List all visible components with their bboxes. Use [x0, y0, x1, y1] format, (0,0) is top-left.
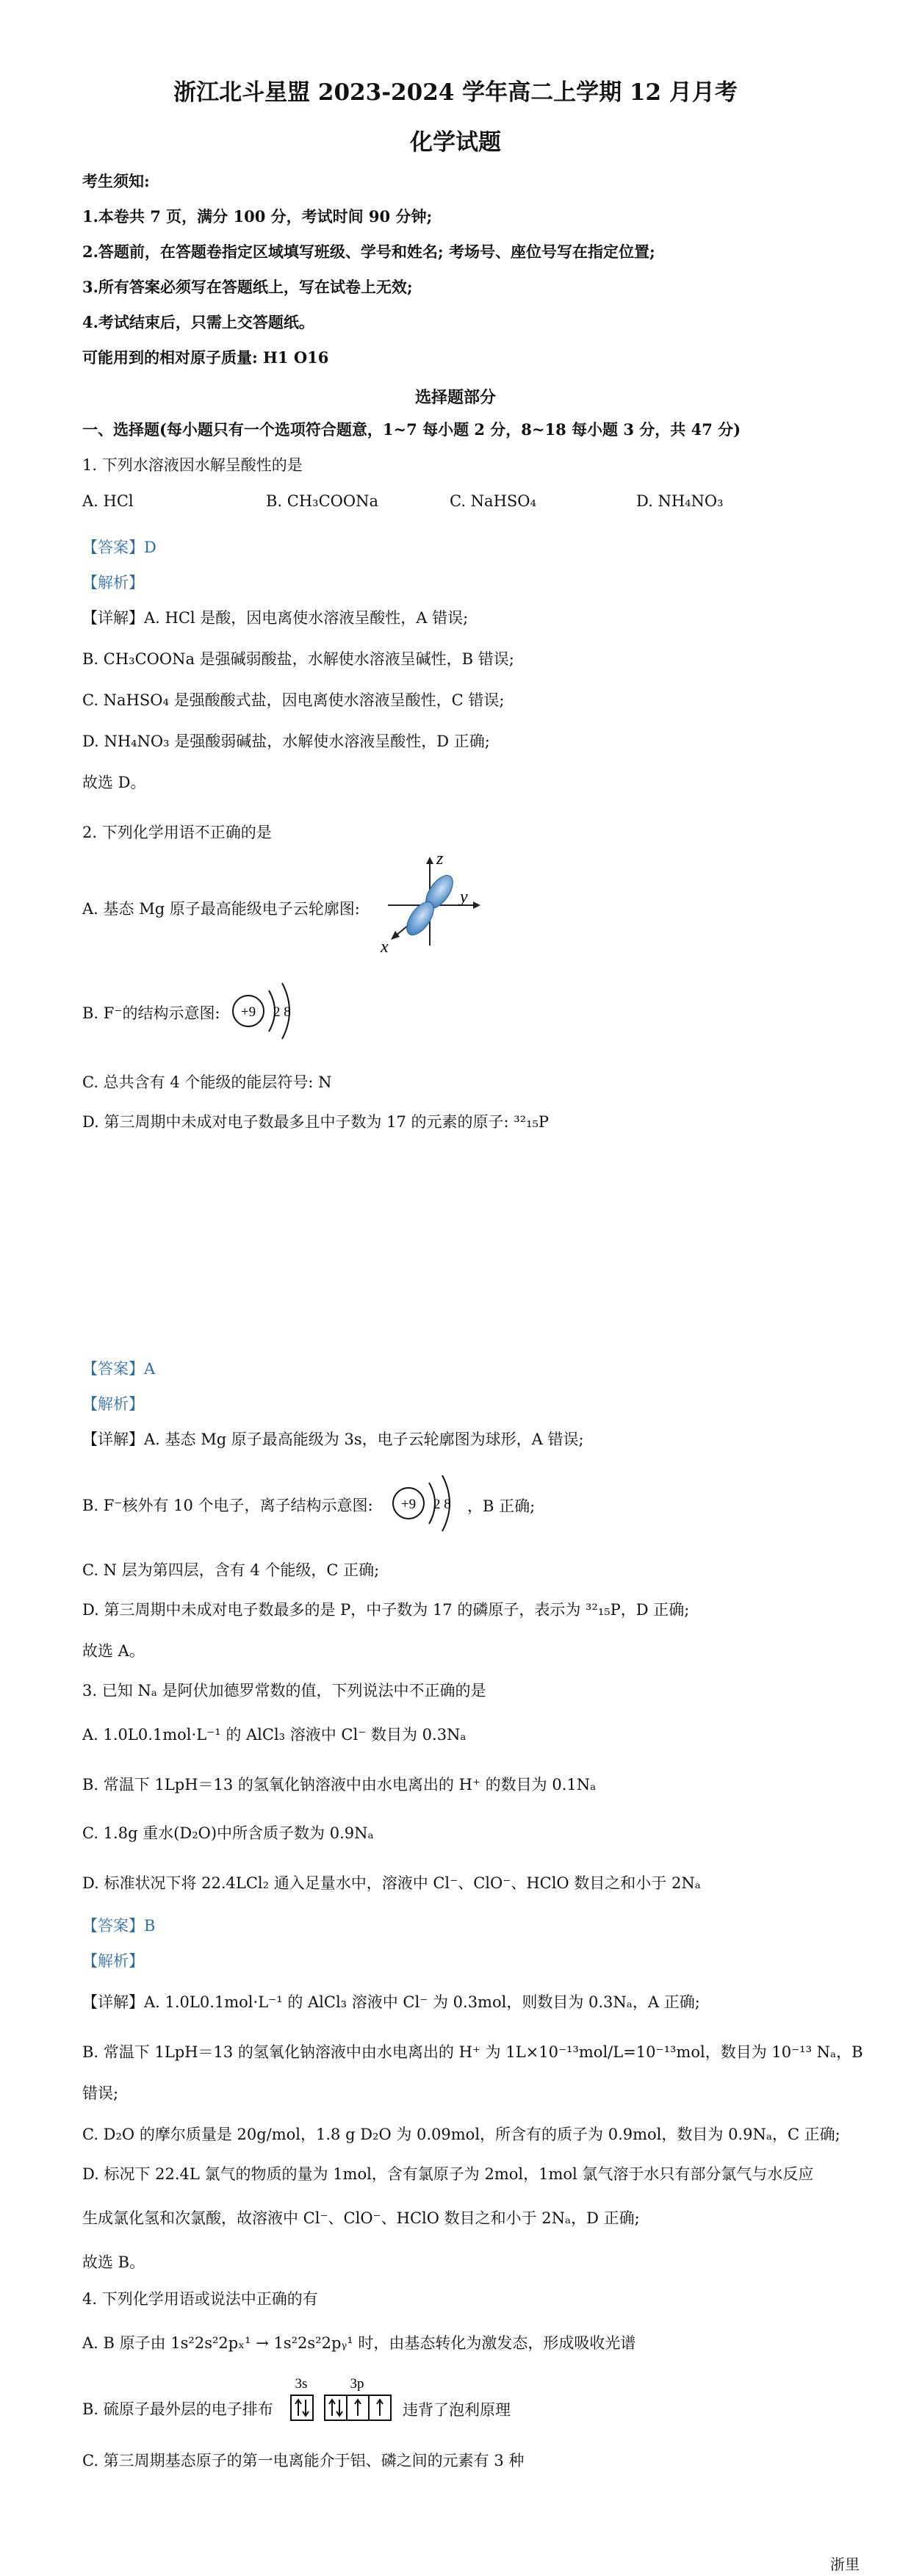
part-one-heading: 一、选择题(每小题只有一个选项符合题意，1~7 每小题 2 分，8~18 每小题 3 分，共 47 分): [82, 420, 741, 439]
q3-detail: C. D₂O 的摩尔质量是 20g/mol，1.8 g D₂O 为 0.09mol，所含有的质子为 0.9mol，数目为 0.9Nₐ，C 正确;: [82, 2126, 840, 2143]
q3-option-c: C. 1.8g 重水(D₂O)中所含质子数为 0.9Nₐ: [82, 1824, 374, 1842]
q1-conclusion: 故选 D。: [82, 774, 146, 791]
q3-detail: 错误;: [82, 2084, 119, 2102]
q3-conclusion: 故选 B。: [82, 2253, 145, 2271]
q2-answer: 【答案】A: [82, 1360, 156, 1378]
fluoride-ion-diagram: [226, 974, 307, 1048]
q1-answer: 【答案】D: [82, 539, 156, 556]
notice-item: 2.答题前，在答题卷指定区域填写班级、学号和姓名; 考场号、座位号写在指定位置;: [82, 242, 655, 261]
orbital-box-diagram: [284, 2375, 394, 2426]
q2-detail-tail: ，B 正确;: [467, 1497, 536, 1515]
footer-watermark: 浙里: [830, 2555, 860, 2573]
q2-analysis-label: 【解析】: [82, 1395, 144, 1413]
orbital-box-3p: [325, 2395, 347, 2420]
orbital-box-3s: [291, 2395, 313, 2420]
page-subtitle: 化学试题: [410, 129, 501, 156]
q1-option-b: B. CH₃COONa: [266, 492, 378, 510]
electron-pair: [295, 2400, 309, 2416]
axis-label-z: z: [436, 849, 444, 868]
electron-single-up: [377, 2400, 383, 2416]
notice-item: 4.考试结束后，只需上交答题纸。: [82, 313, 314, 331]
y-axis-arrow: [473, 902, 480, 909]
notice-heading: 考生须知:: [82, 172, 150, 190]
q3-detail: 【详解】A. 1.0L0.1mol·L⁻¹ 的 AlCl₃ 溶液中 Cl⁻ 为 0.3mol，则数目为 0.3Nₐ，A 正确;: [82, 1993, 700, 2011]
q3-analysis-label: 【解析】: [82, 1952, 144, 1970]
page-title: 浙江北斗星盟 2023-2024 学年高二上学期 12 月月考: [173, 79, 738, 106]
q1-detail: D. NH₄NO₃ 是强酸弱碱盐，水解使水溶液呈酸性，D 正确;: [82, 733, 490, 750]
q3-answer: 【答案】B: [82, 1917, 156, 1935]
q1-detail: B. CH₃COONa 是强碱弱酸盐，水解使水溶液呈碱性，B 错误;: [82, 650, 514, 668]
q3-option-a: A. 1.0L0.1mol·L⁻¹ 的 AlCl₃ 溶液中 Cl⁻ 数目为 0.3Nₐ: [82, 1726, 467, 1744]
electron-pair: [329, 2400, 342, 2416]
shell-electrons: 2 8: [273, 1004, 291, 1020]
q3-option-d: D. 标准状况下将 22.4LCl₂ 通入足量水中，溶液中 Cl⁻、ClO⁻、HClO 数目之和小于 2Nₐ: [82, 1874, 701, 1892]
q1-detail: C. NaHSO₄ 是强酸酸式盐，因电离使水溶液呈酸性，C 错误;: [82, 691, 505, 709]
q2-option-a: A. 基态 Mg 原子最高能级电子云轮廓图:: [82, 900, 360, 918]
q2-conclusion: 故选 A。: [82, 1642, 145, 1660]
q2-detail: C. N 层为第四层，含有 4 个能级，C 正确;: [82, 1561, 380, 1579]
q3-detail: 生成氯化氢和次氯酸，故溶液中 Cl⁻、ClO⁻、HClO 数目之和小于 2Nₐ，D 正确;: [82, 2209, 640, 2227]
p-orbital-diagram: [375, 849, 485, 957]
q4-option-b-text: B. 硫原子最外层的电子排布: [82, 2400, 273, 2418]
q3-detail: B. 常温下 1LpH＝13 的氢氧化钠溶液中由水电离出的 H⁺ 为 1L×10⁻¹³mol/L=10⁻¹³mol，数目为 10⁻¹³ Nₐ，B: [82, 2043, 863, 2061]
fluoride-ion-diagram: [386, 1467, 467, 1540]
q2-option-b: B. F⁻的结构示意图:: [82, 1004, 220, 1022]
q3-detail: D. 标况下 22.4L 氯气的物质的量为 1mol，含有氯原子为 2mol，1mol 氯气溶于水只有部分氯气与水反应: [82, 2165, 814, 2183]
z-axis-arrow: [426, 857, 433, 864]
nucleus-charge: +9: [400, 1497, 417, 1512]
nucleus-charge: +9: [240, 1004, 256, 1020]
axis-label-y: y: [460, 888, 468, 907]
q2-option-d: D. 第三周期中未成对电子数最多且中子数为 17 的元素的原子: ³²₁₅P: [82, 1113, 550, 1131]
shell-electrons: 2 8: [433, 1497, 451, 1512]
q3-option-b: B. 常温下 1LpH＝13 的氢氧化钠溶液中由水电离出的 H⁺ 的数目为 0.1Nₐ: [82, 1776, 597, 1794]
q1-option-d: D. NH₄NO₃: [636, 492, 724, 510]
q2-detail: B. F⁻核外有 10 个电子，离子结构示意图:: [82, 1497, 373, 1514]
q2-detail: 【详解】A. 基态 Mg 原子最高能级为 3s，电子云轮廓图为球形，A 错误;: [82, 1431, 584, 1448]
q1-option-a: A. HCl: [82, 492, 134, 510]
q4-stem: 4. 下列化学用语或说法中正确的有: [82, 2290, 318, 2308]
q1-option-c: C. NaHSO₄: [450, 492, 536, 510]
x-axis-arrow: [391, 931, 400, 940]
orbital-label-3s: 3s: [295, 2376, 308, 2392]
q1-analysis-label: 【解析】: [82, 574, 144, 591]
section-title: 选择题部分: [414, 388, 496, 407]
q4-option-b-tail: 违背了泡利原理: [403, 2401, 511, 2419]
notice-item: 3.所有答案必须写在答题纸上，写在试卷上无效;: [82, 278, 413, 296]
electron-single-up: [355, 2400, 361, 2416]
notice-item: 1.本卷共 7 页，满分 100 分，考试时间 90 分钟;: [82, 207, 433, 226]
q4-option-c: C. 第三周期基态原子的第一电离能介于铝、磷之间的元素有 3 种: [82, 2452, 525, 2469]
q2-detail: D. 第三周期中未成对电子数最多的是 P，中子数为 17 的磷原子，表示为 ³²₁₅P，D 正确;: [82, 1601, 690, 1619]
q2-stem: 2. 下列化学用语不正确的是: [82, 824, 272, 841]
q4-option-a: A. B 原子由 1s²2s²2pₓ¹ → 1s²2s²2pᵧ¹ 时，由基态转化为激发态，形成吸收光谱: [82, 2334, 636, 2352]
axis-label-x: x: [381, 938, 389, 957]
q2-option-c: C. 总共含有 4 个能级的能层符号: N: [82, 1073, 332, 1091]
q1-stem: 1. 下列水溶液因水解呈酸性的是: [82, 456, 303, 474]
orbital-label-3p: 3p: [350, 2376, 364, 2392]
q3-stem: 3. 已知 Nₐ 是阿伏加德罗常数的值，下列说法中不正确的是: [82, 1682, 486, 1699]
atomic-mass-line: 可能用到的相对原子质量: H1 O16: [82, 348, 329, 367]
q1-detail: 【详解】A. HCl 是酸，因电离使水溶液呈酸性，A 错误;: [82, 609, 469, 627]
